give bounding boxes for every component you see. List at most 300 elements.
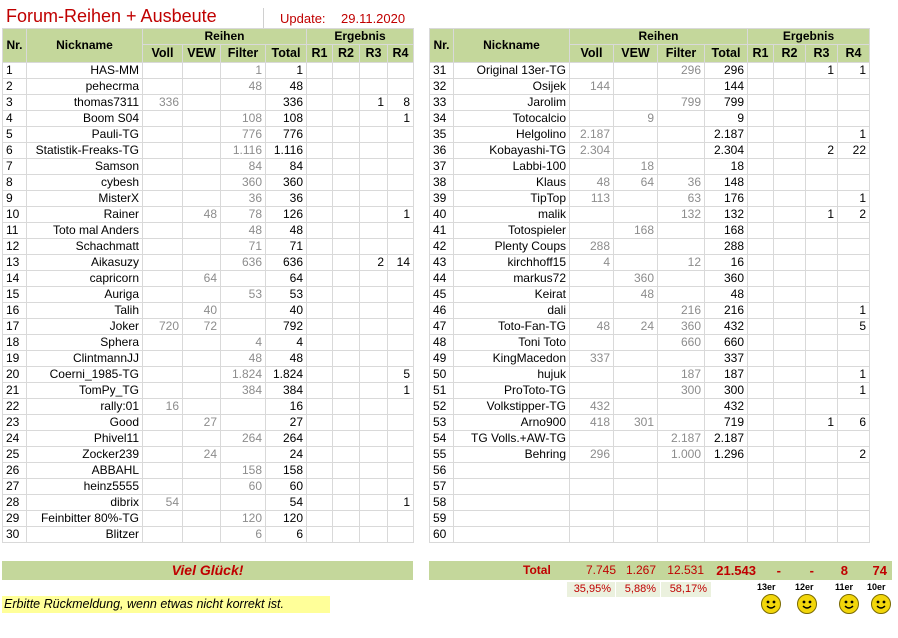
total-cell[interactable]: 24 (266, 447, 307, 463)
table-row[interactable] (3, 463, 414, 479)
r3-cell[interactable]: 2 (360, 255, 388, 271)
r2-cell[interactable] (774, 463, 806, 479)
filter-cell[interactable]: 132 (658, 207, 705, 223)
r2-cell[interactable] (333, 95, 360, 111)
voll-cell[interactable] (143, 239, 183, 255)
r1-cell[interactable] (748, 207, 774, 223)
col-header-nickname[interactable]: Nickname (27, 29, 143, 63)
r3-cell[interactable] (360, 191, 388, 207)
r2-cell[interactable] (333, 367, 360, 383)
vew-cell[interactable]: 18 (614, 159, 658, 175)
r2-cell[interactable] (774, 399, 806, 415)
nickname-cell[interactable]: Rainer (27, 207, 143, 223)
total-cell[interactable]: 187 (705, 367, 748, 383)
total-cell[interactable]: 792 (266, 319, 307, 335)
r4-cell[interactable]: 1 (838, 367, 870, 383)
r4-cell[interactable]: 1 (388, 207, 414, 223)
vew-cell[interactable]: 48 (183, 207, 221, 223)
nickname-cell[interactable]: Blitzer (27, 527, 143, 543)
total-cell[interactable]: 71 (266, 239, 307, 255)
col-header-r2[interactable]: R2 (333, 45, 360, 63)
filter-cell[interactable] (658, 159, 705, 175)
r1-cell[interactable] (307, 383, 333, 399)
nickname-cell[interactable]: Jarolim (454, 95, 570, 111)
vew-cell[interactable] (614, 143, 658, 159)
voll-cell[interactable] (143, 527, 183, 543)
r4-cell[interactable]: 1 (388, 111, 414, 127)
nickname-cell[interactable]: thomas7311 (27, 95, 143, 111)
filter-cell[interactable] (658, 527, 705, 543)
r1-cell[interactable] (748, 159, 774, 175)
r4-cell[interactable] (838, 511, 870, 527)
r1-cell[interactable] (307, 127, 333, 143)
filter-cell[interactable] (221, 399, 266, 415)
filter-cell[interactable]: 1.824 (221, 367, 266, 383)
r2-cell[interactable] (333, 415, 360, 431)
total-cell[interactable]: 6 (266, 527, 307, 543)
row-number[interactable]: 26 (3, 463, 27, 479)
voll-cell[interactable] (570, 159, 614, 175)
vew-cell[interactable] (183, 255, 221, 271)
voll-cell[interactable] (143, 271, 183, 287)
row-number[interactable]: 37 (430, 159, 454, 175)
col-header-r4[interactable]: R4 (388, 45, 414, 63)
voll-cell[interactable] (143, 383, 183, 399)
filter-cell[interactable]: 636 (221, 255, 266, 271)
filter-cell[interactable]: 158 (221, 463, 266, 479)
r1-cell[interactable] (748, 79, 774, 95)
nickname-cell[interactable]: pehecrma (27, 79, 143, 95)
vew-cell[interactable] (614, 447, 658, 463)
voll-cell[interactable] (570, 463, 614, 479)
r1-cell[interactable] (748, 287, 774, 303)
filter-cell[interactable]: 1.116 (221, 143, 266, 159)
vew-cell[interactable]: 9 (614, 111, 658, 127)
nickname-cell[interactable]: Toto mal Anders (27, 223, 143, 239)
r3-cell[interactable]: 1 (806, 63, 838, 79)
nickname-cell[interactable] (454, 479, 570, 495)
table-row[interactable] (430, 287, 870, 303)
nickname-cell[interactable]: Zocker239 (27, 447, 143, 463)
nickname-cell[interactable]: Arno900 (454, 415, 570, 431)
r3-cell[interactable] (806, 127, 838, 143)
r2-cell[interactable] (333, 335, 360, 351)
r2-cell[interactable] (774, 271, 806, 287)
filter-cell[interactable] (658, 271, 705, 287)
r4-cell[interactable] (838, 431, 870, 447)
table-row[interactable] (430, 207, 870, 223)
total-cell[interactable]: 120 (266, 511, 307, 527)
table-row[interactable] (430, 191, 870, 207)
row-number[interactable]: 57 (430, 479, 454, 495)
row-number[interactable]: 45 (430, 287, 454, 303)
r1-cell[interactable] (307, 319, 333, 335)
voll-cell[interactable]: 113 (570, 191, 614, 207)
r1-cell[interactable] (307, 223, 333, 239)
table-row[interactable] (430, 239, 870, 255)
total-cell[interactable]: 1.116 (266, 143, 307, 159)
total-cell[interactable]: 300 (705, 383, 748, 399)
r1-cell[interactable] (748, 415, 774, 431)
r2-cell[interactable] (333, 431, 360, 447)
table-row[interactable] (430, 223, 870, 239)
vew-cell[interactable] (183, 79, 221, 95)
vew-cell[interactable]: 64 (183, 271, 221, 287)
r1-cell[interactable] (307, 447, 333, 463)
r2-cell[interactable] (774, 415, 806, 431)
row-number[interactable]: 35 (430, 127, 454, 143)
row-number[interactable]: 52 (430, 399, 454, 415)
table-row[interactable] (430, 159, 870, 175)
table-row[interactable] (3, 383, 414, 399)
filter-cell[interactable] (658, 223, 705, 239)
voll-cell[interactable] (143, 127, 183, 143)
r2-cell[interactable] (774, 383, 806, 399)
r1-cell[interactable] (307, 527, 333, 543)
vew-cell[interactable] (183, 191, 221, 207)
nickname-cell[interactable]: Statistik-Freaks-TG (27, 143, 143, 159)
table-row[interactable] (3, 191, 414, 207)
r4-cell[interactable] (388, 335, 414, 351)
r2-cell[interactable] (774, 527, 806, 543)
filter-cell[interactable]: 53 (221, 287, 266, 303)
voll-cell[interactable]: 2.304 (570, 143, 614, 159)
vew-cell[interactable] (614, 399, 658, 415)
voll-cell[interactable]: 48 (570, 175, 614, 191)
r1-cell[interactable] (307, 399, 333, 415)
r1-cell[interactable] (748, 367, 774, 383)
total-cell[interactable]: 168 (705, 223, 748, 239)
table-row[interactable] (3, 495, 414, 511)
r4-cell[interactable] (388, 143, 414, 159)
r3-cell[interactable] (360, 415, 388, 431)
r3-cell[interactable] (806, 255, 838, 271)
r1-cell[interactable] (307, 255, 333, 271)
filter-cell[interactable]: 48 (221, 223, 266, 239)
r2-cell[interactable] (774, 127, 806, 143)
r4-cell[interactable] (838, 351, 870, 367)
nickname-cell[interactable]: Toni Toto (454, 335, 570, 351)
vew-cell[interactable]: 40 (183, 303, 221, 319)
voll-cell[interactable] (570, 495, 614, 511)
voll-cell[interactable] (143, 367, 183, 383)
total-cell[interactable] (705, 527, 748, 543)
total-cell[interactable]: 4 (266, 335, 307, 351)
r1-cell[interactable] (307, 463, 333, 479)
table-row[interactable] (430, 367, 870, 383)
table-row[interactable] (430, 319, 870, 335)
row-number[interactable]: 10 (3, 207, 27, 223)
vew-cell[interactable] (183, 511, 221, 527)
row-number[interactable]: 30 (3, 527, 27, 543)
r3-cell[interactable] (806, 319, 838, 335)
r3-cell[interactable] (806, 431, 838, 447)
table-row[interactable] (430, 255, 870, 271)
total-cell[interactable]: 148 (705, 175, 748, 191)
r3-cell[interactable] (360, 447, 388, 463)
filter-cell[interactable]: 1.000 (658, 447, 705, 463)
vew-cell[interactable] (614, 239, 658, 255)
r1-cell[interactable] (307, 351, 333, 367)
filter-cell[interactable] (658, 143, 705, 159)
total-cell[interactable]: 1.824 (266, 367, 307, 383)
vew-cell[interactable] (183, 63, 221, 79)
filter-cell[interactable]: 300 (658, 383, 705, 399)
nickname-cell[interactable]: Sphera (27, 335, 143, 351)
r4-cell[interactable] (838, 527, 870, 543)
r1-cell[interactable] (748, 351, 774, 367)
voll-cell[interactable]: 48 (570, 319, 614, 335)
total-cell[interactable]: 9 (705, 111, 748, 127)
table-row[interactable] (430, 63, 870, 79)
r1-cell[interactable] (307, 303, 333, 319)
r4-cell[interactable] (388, 63, 414, 79)
nickname-cell[interactable]: ClintmannJJ (27, 351, 143, 367)
total-cell[interactable]: 296 (705, 63, 748, 79)
nickname-cell[interactable]: Volkstipper-TG (454, 399, 570, 415)
vew-cell[interactable]: 48 (614, 287, 658, 303)
r3-cell[interactable] (360, 383, 388, 399)
r2-cell[interactable] (333, 159, 360, 175)
row-number[interactable]: 1 (3, 63, 27, 79)
voll-cell[interactable] (143, 303, 183, 319)
vew-cell[interactable] (614, 255, 658, 271)
table-row[interactable] (3, 399, 414, 415)
r2-cell[interactable] (333, 511, 360, 527)
total-cell[interactable]: 360 (705, 271, 748, 287)
filter-cell[interactable] (221, 319, 266, 335)
r1-cell[interactable] (748, 239, 774, 255)
vew-cell[interactable] (614, 431, 658, 447)
filter-cell[interactable]: 296 (658, 63, 705, 79)
table-row[interactable] (3, 335, 414, 351)
nickname-cell[interactable]: MisterX (27, 191, 143, 207)
r4-cell[interactable]: 1 (388, 383, 414, 399)
voll-cell[interactable] (570, 207, 614, 223)
r4-cell[interactable] (388, 351, 414, 367)
total-cell[interactable]: 288 (705, 239, 748, 255)
r4-cell[interactable] (838, 175, 870, 191)
table-row[interactable] (3, 63, 414, 79)
nickname-cell[interactable]: Kobayashi-TG (454, 143, 570, 159)
voll-cell[interactable]: 16 (143, 399, 183, 415)
vew-cell[interactable] (183, 383, 221, 399)
total-cell[interactable]: 64 (266, 271, 307, 287)
voll-cell[interactable]: 337 (570, 351, 614, 367)
r4-cell[interactable] (388, 271, 414, 287)
r3-cell[interactable] (360, 399, 388, 415)
row-number[interactable]: 3 (3, 95, 27, 111)
row-number[interactable]: 47 (430, 319, 454, 335)
r3-cell[interactable] (806, 367, 838, 383)
filter-cell[interactable]: 264 (221, 431, 266, 447)
filter-cell[interactable] (658, 479, 705, 495)
r1-cell[interactable] (748, 511, 774, 527)
col-header-r3[interactable]: R3 (360, 45, 388, 63)
r1-cell[interactable] (307, 415, 333, 431)
r4-cell[interactable] (838, 287, 870, 303)
r3-cell[interactable] (360, 127, 388, 143)
row-number[interactable]: 7 (3, 159, 27, 175)
voll-cell[interactable] (143, 111, 183, 127)
r4-cell[interactable] (388, 303, 414, 319)
voll-cell[interactable] (570, 367, 614, 383)
filter-cell[interactable]: 48 (221, 351, 266, 367)
r1-cell[interactable] (748, 223, 774, 239)
row-number[interactable]: 13 (3, 255, 27, 271)
col-header-r4[interactable]: R4 (838, 45, 870, 63)
total-cell[interactable]: 16 (705, 255, 748, 271)
r1-cell[interactable] (748, 399, 774, 415)
r3-cell[interactable] (806, 271, 838, 287)
vew-cell[interactable]: 24 (614, 319, 658, 335)
row-number[interactable]: 46 (430, 303, 454, 319)
table-row[interactable] (3, 143, 414, 159)
row-number[interactable]: 40 (430, 207, 454, 223)
nickname-cell[interactable]: malik (454, 207, 570, 223)
filter-cell[interactable] (658, 127, 705, 143)
r2-cell[interactable] (333, 239, 360, 255)
row-number[interactable]: 44 (430, 271, 454, 287)
r2-cell[interactable] (774, 335, 806, 351)
filter-cell[interactable]: 84 (221, 159, 266, 175)
r3-cell[interactable] (360, 495, 388, 511)
nickname-cell[interactable]: Samson (27, 159, 143, 175)
row-number[interactable]: 6 (3, 143, 27, 159)
r1-cell[interactable] (307, 479, 333, 495)
r3-cell[interactable] (360, 159, 388, 175)
col-header-vew[interactable]: VEW (614, 45, 658, 63)
r2-cell[interactable] (333, 63, 360, 79)
r3-cell[interactable] (806, 175, 838, 191)
r1-cell[interactable] (307, 287, 333, 303)
r4-cell[interactable]: 5 (838, 319, 870, 335)
row-number[interactable]: 39 (430, 191, 454, 207)
nickname-cell[interactable]: TG Volls.+AW-TG (454, 431, 570, 447)
r3-cell[interactable] (360, 367, 388, 383)
table-row[interactable] (430, 335, 870, 351)
r3-cell[interactable] (360, 335, 388, 351)
row-number[interactable]: 25 (3, 447, 27, 463)
filter-cell[interactable] (658, 351, 705, 367)
r3-cell[interactable] (806, 159, 838, 175)
filter-cell[interactable]: 187 (658, 367, 705, 383)
r2-cell[interactable] (774, 511, 806, 527)
voll-cell[interactable]: 144 (570, 79, 614, 95)
total-cell[interactable]: 776 (266, 127, 307, 143)
nickname-cell[interactable]: Joker (27, 319, 143, 335)
row-number[interactable]: 36 (430, 143, 454, 159)
r1-cell[interactable] (748, 95, 774, 111)
r4-cell[interactable]: 1 (838, 127, 870, 143)
r2-cell[interactable] (774, 303, 806, 319)
r2-cell[interactable] (333, 527, 360, 543)
filter-cell[interactable] (221, 95, 266, 111)
voll-cell[interactable]: 4 (570, 255, 614, 271)
r1-cell[interactable] (307, 63, 333, 79)
vew-cell[interactable] (183, 111, 221, 127)
voll-cell[interactable] (143, 255, 183, 271)
row-number[interactable]: 29 (3, 511, 27, 527)
r3-cell[interactable] (806, 527, 838, 543)
total-cell[interactable]: 144 (705, 79, 748, 95)
voll-cell[interactable] (570, 479, 614, 495)
r4-cell[interactable] (388, 415, 414, 431)
table-row[interactable] (3, 511, 414, 527)
r4-cell[interactable] (838, 255, 870, 271)
r2-cell[interactable] (333, 111, 360, 127)
total-cell[interactable]: 1.296 (705, 447, 748, 463)
r2-cell[interactable] (333, 79, 360, 95)
r1-cell[interactable] (307, 495, 333, 511)
r3-cell[interactable] (806, 447, 838, 463)
nickname-cell[interactable]: hujuk (454, 367, 570, 383)
r4-cell[interactable]: 2 (838, 447, 870, 463)
r3-cell[interactable] (806, 95, 838, 111)
total-cell[interactable]: 337 (705, 351, 748, 367)
voll-cell[interactable] (143, 223, 183, 239)
vew-cell[interactable] (614, 63, 658, 79)
row-number[interactable]: 14 (3, 271, 27, 287)
total-cell[interactable]: 16 (266, 399, 307, 415)
voll-cell[interactable] (570, 383, 614, 399)
row-number[interactable]: 43 (430, 255, 454, 271)
voll-cell[interactable] (570, 63, 614, 79)
r3-cell[interactable] (360, 527, 388, 543)
r4-cell[interactable]: 1 (838, 63, 870, 79)
r2-cell[interactable] (333, 303, 360, 319)
r3-cell[interactable] (360, 319, 388, 335)
nickname-cell[interactable]: rally:01 (27, 399, 143, 415)
r3-cell[interactable] (806, 383, 838, 399)
col-header-voll[interactable]: Voll (570, 45, 614, 63)
table-row[interactable] (430, 431, 870, 447)
row-number[interactable]: 33 (430, 95, 454, 111)
filter-cell[interactable]: 108 (221, 111, 266, 127)
r2-cell[interactable] (774, 367, 806, 383)
r3-cell[interactable] (360, 79, 388, 95)
filter-cell[interactable]: 360 (221, 175, 266, 191)
r4-cell[interactable] (388, 319, 414, 335)
r1-cell[interactable] (307, 207, 333, 223)
row-number[interactable]: 42 (430, 239, 454, 255)
r2-cell[interactable] (333, 495, 360, 511)
filter-cell[interactable] (658, 415, 705, 431)
r2-cell[interactable] (774, 159, 806, 175)
r1-cell[interactable] (748, 479, 774, 495)
vew-cell[interactable] (183, 431, 221, 447)
r3-cell[interactable] (806, 479, 838, 495)
total-cell[interactable]: 636 (266, 255, 307, 271)
total-cell[interactable]: 384 (266, 383, 307, 399)
nickname-cell[interactable]: heinz5555 (27, 479, 143, 495)
r3-cell[interactable] (806, 303, 838, 319)
r4-cell[interactable] (838, 111, 870, 127)
total-cell[interactable] (705, 511, 748, 527)
nickname-cell[interactable]: Klaus (454, 175, 570, 191)
r3-cell[interactable] (360, 511, 388, 527)
table-row[interactable] (430, 79, 870, 95)
nickname-cell[interactable]: Talih (27, 303, 143, 319)
total-cell[interactable]: 53 (266, 287, 307, 303)
vew-cell[interactable]: 27 (183, 415, 221, 431)
table-row[interactable] (3, 175, 414, 191)
voll-cell[interactable] (570, 287, 614, 303)
r3-cell[interactable] (806, 351, 838, 367)
nickname-cell[interactable]: Totocalcio (454, 111, 570, 127)
nickname-cell[interactable]: Boom S04 (27, 111, 143, 127)
voll-cell[interactable] (143, 335, 183, 351)
